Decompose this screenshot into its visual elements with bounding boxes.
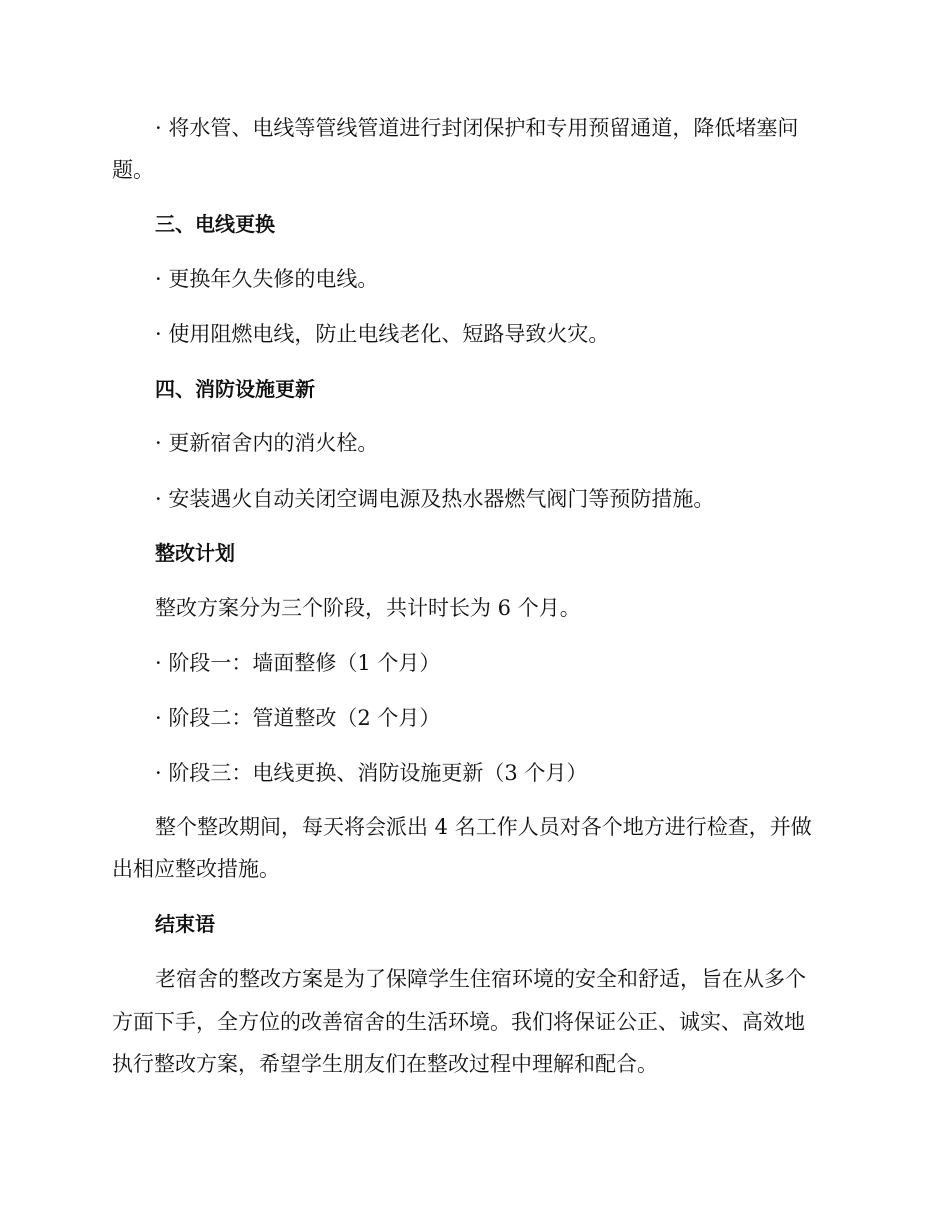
section-heading-plan: 整改计划: [155, 541, 235, 565]
plan-stage-3: · 阶段三：电线更换、消防设施更新（3 个月）: [155, 761, 588, 785]
section-heading-conclusion: 结束语: [155, 912, 215, 936]
bullet-replace-old-wires: · 更换年久失修的电线。: [155, 267, 379, 291]
conclusion-paragraph-line3: 执行整改方案，希望学生朋友们在整改过程中理解和配合。: [112, 1052, 658, 1076]
plan-stage-1: · 阶段一：墙面整修（1 个月）: [155, 651, 441, 675]
bullet-flame-retardant-wires: · 使用阻燃电线，防止电线老化、短路导致火灾。: [155, 322, 610, 346]
conclusion-paragraph-line2: 方面下手，全方位的改善宿舍的生活环境。我们将保证公正、诚实、高效地: [112, 1010, 805, 1034]
conclusion-paragraph-line1: 老宿舍的整改方案是为了保障学生住宿环境的安全和舒适，旨在从多个: [155, 967, 806, 991]
section-heading-wire-replacement: 三、电线更换: [155, 212, 275, 236]
plan-stage-2: · 阶段二：管道整改（2 个月）: [155, 706, 441, 730]
bullet-seal-pipes-line2: 题。: [112, 158, 154, 182]
inspection-paragraph-line2: 出相应整改措施。: [112, 857, 280, 881]
bullet-seal-pipes-line1: · 将水管、电线等管线管道进行封闭保护和专用预留通道，降低堵塞问: [155, 116, 799, 140]
plan-intro: 整改方案分为三个阶段，共计时长为 6 个月。: [155, 596, 581, 620]
inspection-paragraph-line1: 整个整改期间，每天将会派出 4 名工作人员对各个地方进行检查，并做: [155, 815, 812, 839]
bullet-auto-shutoff: · 安装遇火自动关闭空调电源及热水器燃气阀门等预防措施。: [155, 487, 715, 511]
section-heading-fire-facilities: 四、消防设施更新: [155, 377, 315, 401]
bullet-update-hydrants: · 更新宿舍内的消火栓。: [155, 431, 379, 455]
